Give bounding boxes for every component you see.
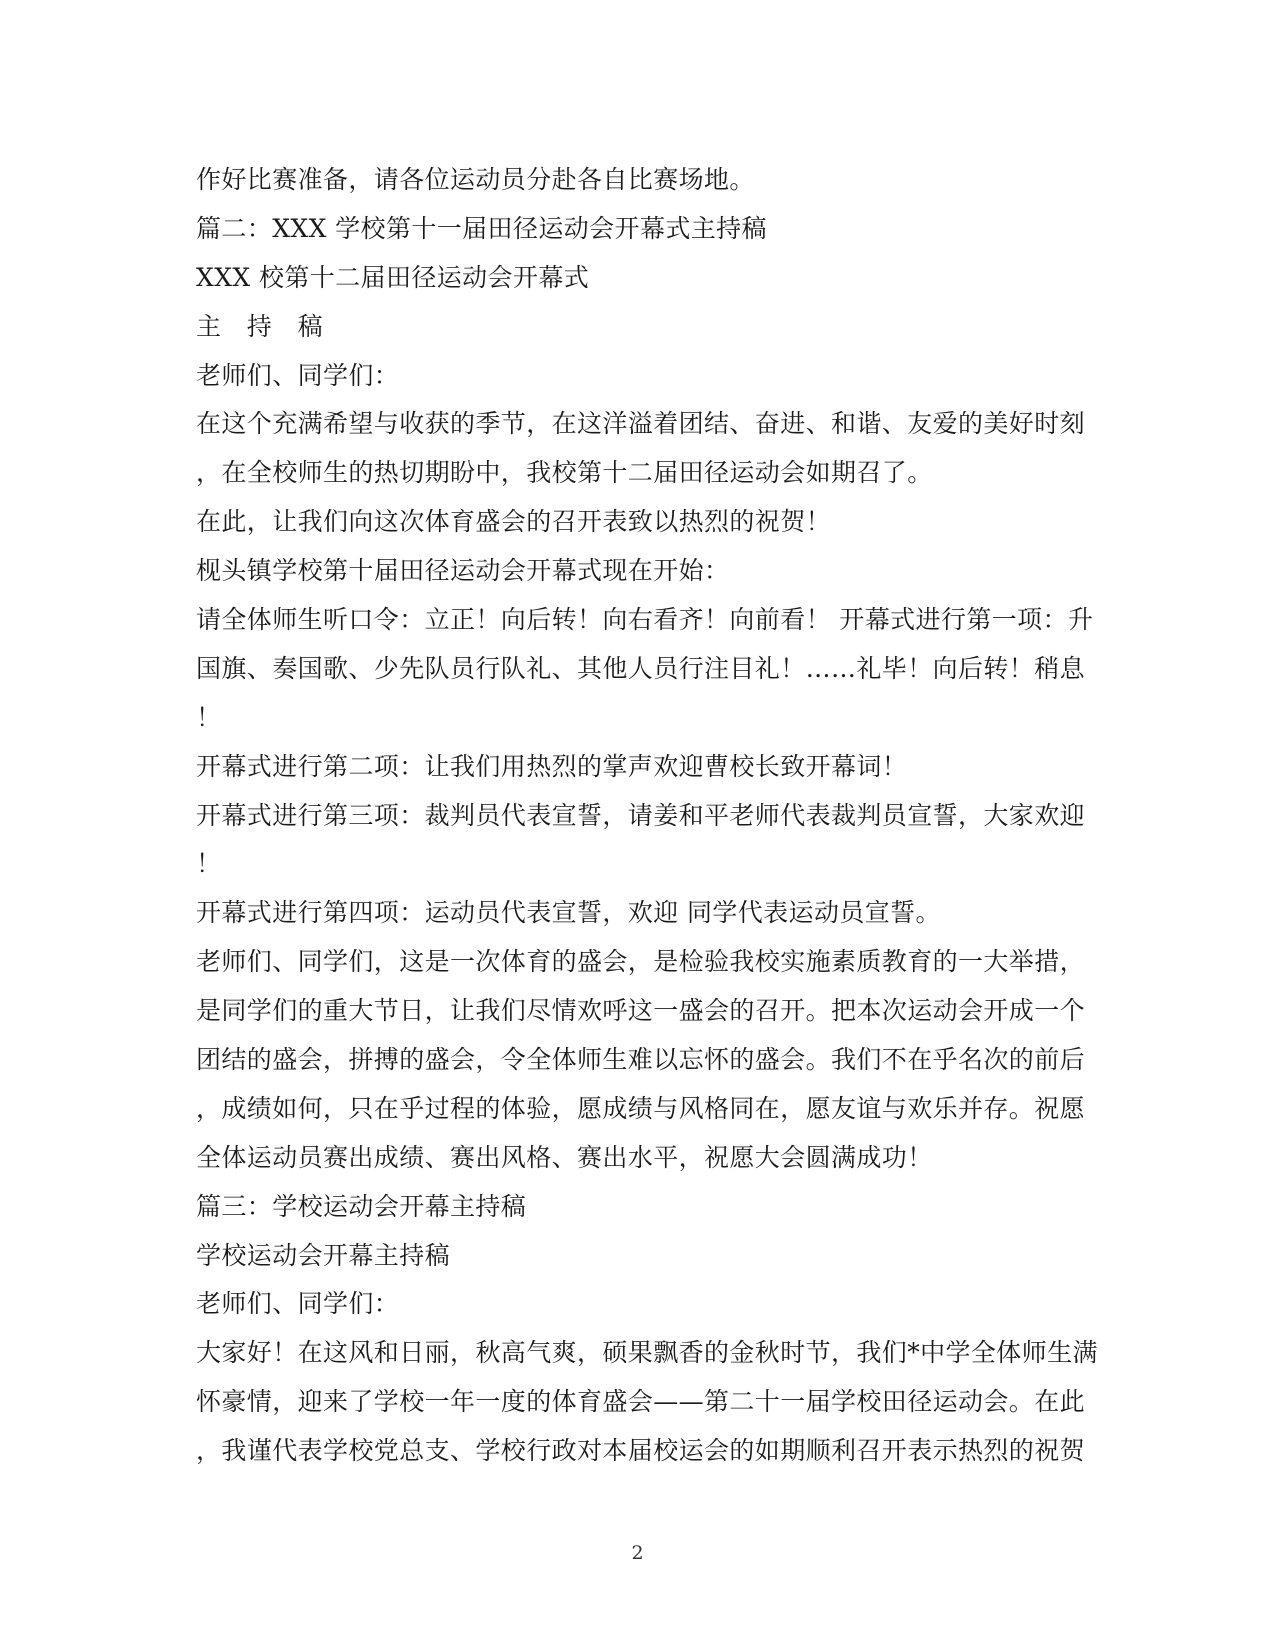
text-line: 国旗、奏国歌、少先队员行队礼、其他人员行注目礼！……礼毕！向后转！稍息 xyxy=(196,653,1086,683)
text-line: 老师们、同学们： xyxy=(196,1289,400,1319)
body-text xyxy=(196,156,1098,1476)
page-number: 2 xyxy=(631,1542,644,1564)
text-line: 怀豪情，迎来了学校一年一度的体育盛会——第二十一届学校田径运动会。在此 xyxy=(196,1387,1086,1417)
text-line: XXX 校第十二届田径运动会开幕式 xyxy=(196,262,590,292)
text-line: 枧头镇学校第十届田径运动会开幕式现在开始： xyxy=(196,556,730,586)
text-line: 主 持 稿 xyxy=(196,311,324,341)
text-line: 全体运动员赛出成绩、赛出风格、赛出水平，祝愿大会圆满成功！ xyxy=(196,1142,933,1172)
text-line: 作好比赛准备，请各位运动员分赴各自比赛场地。 xyxy=(196,165,755,194)
text-line: 老师们、同学们： xyxy=(196,360,400,390)
text-line: 在这个充满希望与收获的季节，在这洋溢着团结、奋进、和谐、友爱的美好时刻 xyxy=(196,409,1086,439)
text-line: 学校运动会开幕主持稿 xyxy=(196,1240,451,1270)
text-line: 开幕式进行第三项：裁判员代表宣誓，请姜和平老师代表裁判员宣誓，大家欢迎 xyxy=(196,800,1086,830)
text-line: ，成绩如何，只在乎过程的体验，愿成绩与风格同在，愿友谊与欢乐并存。祝愿 xyxy=(196,1093,1086,1123)
text-line: 是同学们的重大节日，让我们尽情欢呼这一盛会的召开。把本次运动会开成一个 xyxy=(196,996,1086,1026)
text-line: ，在全校师生的热切期盼中，我校第十二届田径运动会如期召了。 xyxy=(196,458,933,488)
text-line: 开幕式进行第二项：让我们用热烈的掌声欢迎曹校长致开幕词！ xyxy=(196,751,908,781)
section-heading: 篇二：XXX 学校第十一届田径运动会开幕式主持稿 xyxy=(196,213,767,243)
text-line: 请全体师生听口令：立正！向后转！向右看齐！向前看！ 开幕式进行第一项：升 xyxy=(196,605,1094,635)
text-line: 在此，让我们向这次体育盛会的召开表致以热烈的祝贺！ xyxy=(196,507,832,537)
text-line: 大家好！在这风和日丽，秋高气爽，硕果飘香的金秋时节，我们*中学全体师生满 xyxy=(196,1338,1098,1368)
text-line: 开幕式进行第四项：运动员代表宣誓，欢迎 同学代表运动员宣誓。 xyxy=(196,898,941,928)
text-line: 老师们、同学们，这是一次体育的盛会，是检验我校实施素质教育的一大举措， xyxy=(196,947,1086,977)
section-heading: 篇三：学校运动会开幕主持稿 xyxy=(196,1191,527,1221)
text-line: ！ xyxy=(196,702,222,732)
text-line: ！ xyxy=(196,849,222,879)
text-line: 团结的盛会，拼搏的盛会，令全体师生难以忘怀的盛会。我们不在乎名次的前后 xyxy=(196,1045,1086,1075)
text-line: ，我谨代表学校党总支、学校行政对本届校运会的如期顺利召开表示热烈的祝贺 xyxy=(196,1436,1086,1466)
